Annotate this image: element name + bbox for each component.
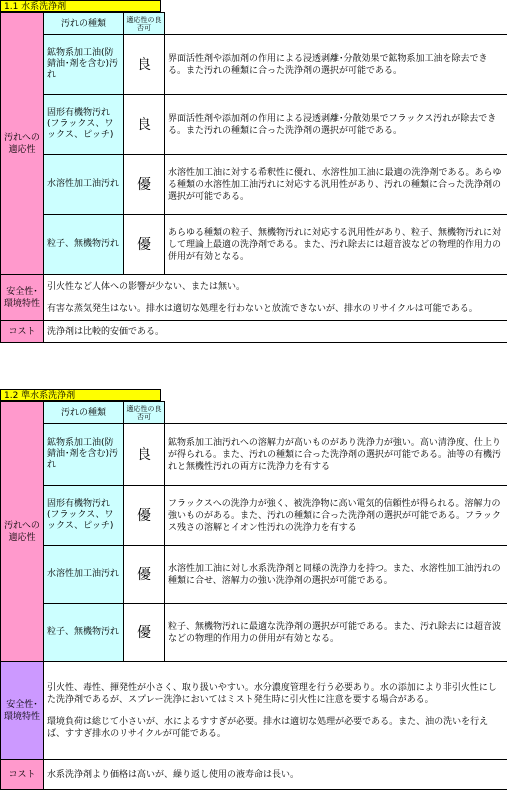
header-suitability: 適応性の良否可 (124, 13, 165, 35)
safety-text-2: 環境負荷は総じて小さいが、水によるすすぎが必要。排水は適切な処理が必要である。また、油の洗いを行えば、すすぎ排水のリサイクルが可能である。 (47, 716, 489, 739)
grade: 良 (124, 95, 165, 155)
soil-type: 粒子、無機物汚れ (44, 215, 124, 275)
cost-row (1, 760, 507, 790)
header-blank (165, 13, 507, 35)
soil-type: 水溶性加工油汚れ (44, 155, 124, 215)
safety-text (44, 662, 507, 760)
description: 粒子、無機物汚れに最適な洗浄剤の選択が可能である。また、汚れ除去には超音波などの物理的作用力の併用が有効となる。 (165, 604, 507, 662)
section-title: 1.2 準水系洗浄剤 (0, 389, 161, 401)
cost-label: コスト (1, 760, 44, 790)
grade: 優 (124, 486, 165, 546)
header-blank (165, 402, 507, 424)
cost-text: 洗浄剤は比較的安価である。 (44, 321, 507, 343)
description: 界面活性剤や添加剤の作用による浸透剥離･分散効果で鉱物系加工油を除去できる。また汚れの種類に合った洗浄剤の選択が可能である。 (165, 35, 507, 95)
table-row (1, 215, 507, 275)
table-row (1, 95, 507, 155)
description: 鉱物系加工油汚れへの溶解力が高いものがあり洗浄力が強い。高い清浄度、仕上りが得られる。また、汚れの種類に合った洗浄剤の選択が可能である。油等の有機汚れと無機性汚れの両方に洗浄力を有する (165, 424, 507, 486)
soil-type: 鉱物系加工油(防錆油･剤を含む)汚れ (44, 424, 124, 486)
soil-type: 固形有機物汚れ(フラックス、ワックス、ピッチ) (44, 95, 124, 155)
header-soil-type: 汚れの種類 (44, 402, 124, 424)
safety-label: 安全性･環境特性 (1, 275, 44, 321)
grade: 優 (124, 604, 165, 662)
cost-label: コスト (1, 321, 44, 343)
property-table (0, 12, 507, 343)
table-row (1, 604, 507, 662)
table-row (1, 35, 507, 95)
grade: 優 (124, 215, 165, 275)
safety-row (1, 275, 507, 321)
description: 水溶性加工油に対する希釈性に優れ、水溶性加工油に最適の洗浄剤である。あらゆる種類の水溶性加工油汚れに対応する汎用性があり、汚れの種類に合った洗浄剤の選択が可能である。 (165, 155, 507, 215)
soil-type: 固形有機物汚れ(フラックス、ワックス、ピッチ) (44, 486, 124, 546)
cost-row (1, 321, 507, 343)
table-row (1, 486, 507, 546)
category-adaptability: 汚れへの適応性 (1, 13, 44, 275)
category-adaptability: 汚れへの適応性 (1, 402, 44, 662)
cost-text: 水系洗浄剤より価格は高いが、繰り返し使用の液寿命は長い。 (44, 760, 507, 790)
grade: 優 (124, 546, 165, 604)
grade: 良 (124, 424, 165, 486)
safety-row (1, 662, 507, 760)
table-row (1, 546, 507, 604)
description: 界面活性剤や添加剤の作用による浸透剥離･分散効果でフラックス汚れが除去できる。また汚れの種類に合った洗浄剤の選択が可能である。 (165, 95, 507, 155)
grade: 良 (124, 35, 165, 95)
safety-text-2: 有害な蒸気発生はない。排水は適切な処理を行わないと放流できないが、排水のリサイクルは可能である。 (47, 303, 478, 314)
description: あらゆる種類の粒子、無機物汚れに対応する汎用性があり、粒子、無機物汚れに対して理論上最適の洗浄剤である。また、汚れ除去には超音波などの物理的作用力の併用が有効となる。 (165, 215, 507, 275)
property-table (0, 401, 507, 790)
safety-text-1: 引火性など人体への影響が少ない、または無い。 (47, 281, 246, 292)
table-row (1, 155, 507, 215)
safety-text (44, 275, 507, 321)
soil-type: 鉱物系加工油(防錆油･剤を含む)汚れ (44, 35, 124, 95)
safety-text-1: 引火性、毒性、揮発性が小さく、取り扱いやすい。水分濃度管理を行う必要あり。水の添加により非引火性にした洗浄剤であるが、スプレー洗浄においてはミスト発生時に引火性に注意を要する場合がある。 (47, 682, 497, 705)
grade: 優 (124, 155, 165, 215)
safety-label: 安全性･環境特性 (1, 662, 44, 760)
header-soil-type: 汚れの種類 (44, 13, 124, 35)
header-suitability: 適応性の良否可 (124, 402, 165, 424)
section-title: 1.1 水系洗浄剤 (0, 0, 161, 12)
soil-type: 粒子、無機物汚れ (44, 604, 124, 662)
description: フラックスへの洗浄力が強く、被洗浄物に高い電気的信頼性が得られる。溶解力の強いものがある。また、汚れの種類に合った洗浄剤の選択が可能である。フラックス残さの溶解とイオン性汚れの洗浄力を有する (165, 486, 507, 546)
description: 水溶性加工油に対し水系洗浄剤と同様の洗浄力を持つ。また、水溶性加工油汚れの種類に合せ、溶解力の強い洗浄剤の選択が可能である。 (165, 546, 507, 604)
table-row (1, 424, 507, 486)
soil-type: 水溶性加工油汚れ (44, 546, 124, 604)
